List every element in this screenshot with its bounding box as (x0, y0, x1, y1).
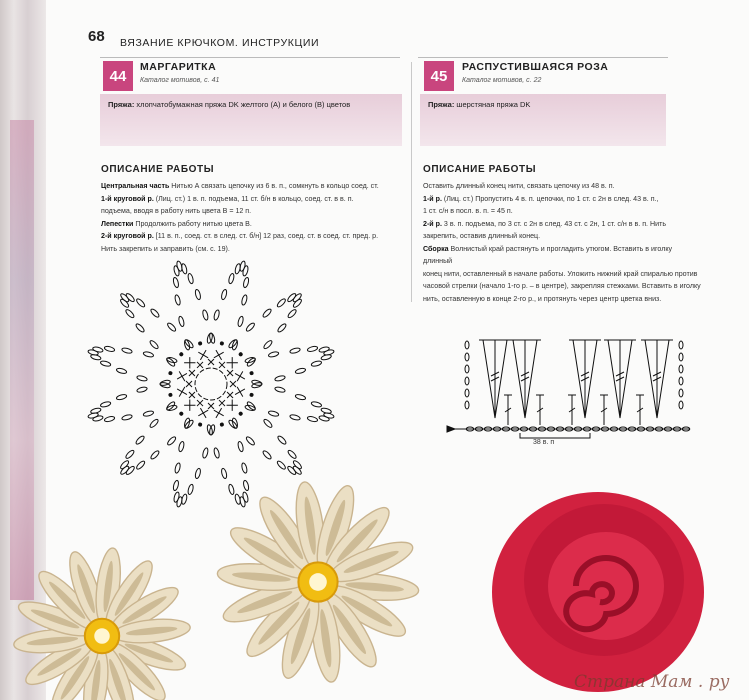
chain-stitch (172, 277, 179, 288)
chain-stitch (228, 484, 235, 495)
row1-stitch (504, 395, 512, 425)
row1-stitch (536, 395, 544, 425)
chain-stitch (263, 418, 273, 428)
petal-loop (110, 283, 203, 376)
instruction-line: Сборка Волнистый край растянуть и прогладить утюгом. Вставить в иголку длинный (423, 244, 673, 265)
turning-chain (679, 365, 683, 373)
turning-chain (465, 377, 469, 385)
pattern-reference: Каталог мотивов, с. 41 (140, 77, 220, 84)
chain-stitch (104, 345, 115, 352)
row1-stitch (600, 395, 608, 425)
turning-chain (465, 389, 469, 397)
chain-stitch (307, 416, 318, 423)
chain-stitch (136, 386, 147, 393)
chain-stitch (90, 354, 101, 361)
sc-stitch (198, 408, 208, 418)
sc-stitch (227, 400, 238, 411)
instruction-line: подъема, вводя в работу нить цвета В = 12 п. (101, 207, 252, 215)
chain-stitch (245, 436, 255, 446)
sc-stitch (177, 387, 187, 397)
petal-loop (232, 336, 338, 392)
petal-loop (84, 376, 190, 432)
daisy-center-hole (94, 628, 109, 643)
ring-sc (227, 370, 233, 376)
sc-stitch (214, 408, 224, 418)
chain-stitch (149, 418, 159, 428)
daisy-flower (13, 547, 192, 700)
chain-stitch (295, 367, 306, 374)
chain-stitch (228, 273, 235, 284)
chain-stitch (274, 386, 285, 393)
chain-stitch (173, 265, 180, 276)
slip-stitch (219, 422, 224, 427)
rose-crochet-chart (447, 340, 690, 438)
instruction-line: Лепестки Продолжить работу нитью цвета В. (101, 219, 252, 228)
row1-stitch (636, 395, 644, 425)
pattern-title: МАРГАРИТКА (140, 61, 217, 73)
rose-photo (492, 492, 704, 692)
chain-stitch (202, 309, 209, 320)
chain-stitch (221, 289, 228, 300)
turning-chain (679, 401, 683, 409)
chain-stitch (237, 316, 244, 327)
petal-loop (219, 283, 312, 376)
ring-sc (208, 403, 214, 409)
turning-chain (679, 377, 683, 385)
chain-stitch (187, 273, 194, 284)
ring-sc (208, 359, 214, 365)
slip-stitch (168, 392, 173, 397)
chain-stitch (116, 394, 127, 401)
instruction-line: 2-й круговой р. [11 в. п., соед. ст. в след. ст. б/н] 12 раз, соед. ст. в соед. ст. пред. р. (101, 232, 379, 240)
chain-stitch (242, 492, 249, 503)
chain-stitch (262, 308, 272, 318)
pattern-reference: Каталог мотивов, с. 22 (462, 77, 542, 84)
chain-stitch (243, 277, 250, 288)
instruction-line: 1-й круговой р. (Лиц. ст.) 1 в. п. подъема, 11 ст. б/н в кольцо, соед. ст. в в. п. (101, 194, 354, 203)
turning-chain (465, 341, 469, 349)
sc-stitch (235, 371, 245, 381)
instruction-line: конец нити, оставленный в начале работы. Уложить нижний край спиралью против (423, 269, 698, 278)
instruction-line: нить, оставленную в конце 2-го р., и протянуть через центр цветка вниз. (423, 294, 662, 303)
start-arrow (447, 426, 455, 432)
section-title: ОПИСАНИЕ РАБОТЫ (423, 164, 537, 175)
petal-loop (203, 405, 259, 511)
ring-sc (186, 381, 192, 387)
chain-stitch (213, 447, 220, 458)
ring-sc (197, 400, 203, 406)
chain-stitch (321, 407, 332, 414)
chain-stitch (172, 480, 179, 491)
petal-loop (219, 392, 312, 485)
chain-stitch (277, 323, 287, 333)
pattern-number-badge: 44 (103, 61, 133, 91)
yarn-text: хлопчатобумажная пряжа DK желтого (А) и белого (В) цветов (136, 100, 351, 109)
slip-stitch (178, 351, 184, 357)
instruction-line: 1-й р. (Лиц. ст.) Пропустить 4 в. п. цепочки, по 1 ст. с 2н в след. 43 в. п., (423, 194, 659, 203)
instruction-line: закрепить, оставив длинный конец. (423, 232, 541, 240)
chain-stitch (104, 416, 115, 423)
chain-stitch (100, 401, 111, 408)
instruction-line: 2-й р. 3 в. п. подъема, по 3 ст. с 2н в след. 43 ст. с 2н, 1 ст. с/н в в. п. Нить (423, 219, 667, 228)
ring-sc (219, 400, 225, 406)
yarn-label: Пряжа: (428, 100, 455, 109)
chain-stitch (174, 462, 181, 473)
chain-stitch (268, 410, 279, 417)
chain-stitch (166, 322, 176, 332)
sc-stitch (227, 357, 238, 368)
turning-chain (465, 365, 469, 373)
chain-stitch (166, 436, 176, 446)
slip-stitch (238, 351, 244, 357)
slip-stitch (178, 411, 184, 417)
pattern-number-badge: 45 (424, 61, 454, 91)
chain-stitch (136, 375, 147, 382)
petal-loop (163, 405, 219, 511)
chain-stitch (135, 323, 145, 333)
chain-stitch (311, 360, 322, 367)
chain-stitch (125, 308, 135, 318)
instruction-line: 1 ст. с/н в посл. в. п. = 45 п. (423, 207, 513, 215)
sc-stitch (214, 350, 224, 360)
chain-stitch (202, 447, 209, 458)
chain-stitch (263, 339, 273, 349)
sc-stitch (184, 357, 195, 368)
chain-stitch (135, 298, 145, 308)
chain-stitch (187, 484, 194, 495)
sc-stitch (198, 350, 208, 360)
petal-loop (110, 392, 203, 485)
chain-stitch (178, 441, 185, 452)
chain-stitch (245, 322, 255, 332)
chain-stitch (243, 480, 250, 491)
turning-chain (465, 401, 469, 409)
ring-sc (230, 381, 236, 387)
petal-loop (203, 257, 259, 363)
chain-stitch (135, 460, 145, 470)
chain-stitch (174, 294, 181, 305)
daisy-photo (13, 480, 420, 700)
slip-stitch (249, 371, 254, 376)
chain-stitch (194, 468, 201, 479)
chain-stitch (262, 450, 272, 460)
chain-stitch (268, 351, 279, 358)
row1-stitch (568, 395, 576, 425)
chain-stitch (287, 449, 297, 459)
chain-stitch (234, 263, 241, 274)
chain-stitch (121, 347, 132, 354)
instruction-line: часовой стрелки (начало 1-го р. – в центре), закрепляя стежками. Вставить в иголку (423, 282, 701, 290)
chain-stitch (319, 346, 330, 353)
chain-stitch (150, 450, 160, 460)
petal-loop (84, 336, 190, 392)
section-title: ОПИСАНИЕ РАБОТЫ (101, 164, 215, 175)
chain-stitch (295, 394, 306, 401)
chain-stitch (178, 316, 185, 327)
chain-stitch (311, 401, 322, 408)
ring-sc (219, 362, 225, 368)
chain-stitch (100, 360, 111, 367)
yarn-label: Пряжа: (108, 100, 135, 109)
chain-stitch (289, 414, 300, 421)
chain-stitch (241, 462, 248, 473)
instruction-line: Оставить длинный конец нити, связать цепочку из 48 в. п. (423, 182, 615, 190)
chain-stitch (276, 298, 286, 308)
chain-stitch (116, 367, 127, 374)
chain-stitch (125, 449, 135, 459)
yarn-text: шерстяная пряжа DK (456, 100, 531, 109)
chain-stitch (237, 441, 244, 452)
chain-stitch (277, 435, 287, 445)
ring-sc (197, 362, 203, 368)
daisy-center-hole (309, 573, 327, 591)
slip-stitch (198, 341, 203, 346)
turning-chain (679, 341, 683, 349)
petal-loop (232, 376, 338, 432)
sc-stitch (177, 371, 187, 381)
chain-stitch (143, 410, 154, 417)
chain-stitch (181, 494, 188, 505)
pattern-title: РАСПУСТИВШАЯСЯ РОЗА (462, 61, 609, 73)
center-ring (195, 368, 227, 400)
instruction-line: Центральная часть Нитью А связать цепочку из 6 в. п., сомкнуть в кольцо соед. ст. (101, 182, 379, 190)
chain-stitch (135, 435, 145, 445)
chain-stitch (221, 468, 228, 479)
chain-stitch (287, 308, 297, 318)
petal-loop (163, 257, 219, 363)
chain-stitch (149, 339, 159, 349)
chain-stitch (307, 345, 318, 352)
chain-stitch (194, 289, 201, 300)
chain-stitch (276, 460, 286, 470)
chain-stitch (121, 414, 132, 421)
slip-stitch (168, 371, 173, 376)
turning-chain (679, 353, 683, 361)
sc-stitch (184, 400, 195, 411)
running-title: ВЯЗАНИЕ КРЮЧКОМ. ИНСТРУКЦИИ (120, 37, 320, 49)
chain-stitch (150, 308, 160, 318)
chain-brace (520, 433, 590, 438)
daisy-flower (216, 480, 419, 683)
turning-chain (679, 389, 683, 397)
slip-stitch (219, 341, 224, 346)
slip-stitch (238, 411, 244, 417)
slip-stitch (249, 392, 254, 397)
slip-stitch (198, 422, 203, 427)
ring-sc (189, 392, 195, 398)
sc-stitch (235, 387, 245, 397)
watermark: Страна Мам . ру (574, 672, 730, 692)
chain-stitch (92, 415, 103, 422)
chain-stitch (241, 294, 248, 305)
chain-count-label: 38 в. п (533, 439, 555, 446)
chain-stitch (274, 375, 285, 382)
chain-stitch (213, 309, 220, 320)
daisy-crochet-diagram (84, 257, 338, 511)
chain-stitch (289, 347, 300, 354)
chain-stitch (143, 351, 154, 358)
ring-sc (189, 370, 195, 376)
instruction-line: Нить закрепить и заправить (см. с. 19). (101, 244, 230, 253)
ring-sc (227, 392, 233, 398)
page-number: 68 (88, 28, 105, 45)
turning-chain (465, 353, 469, 361)
